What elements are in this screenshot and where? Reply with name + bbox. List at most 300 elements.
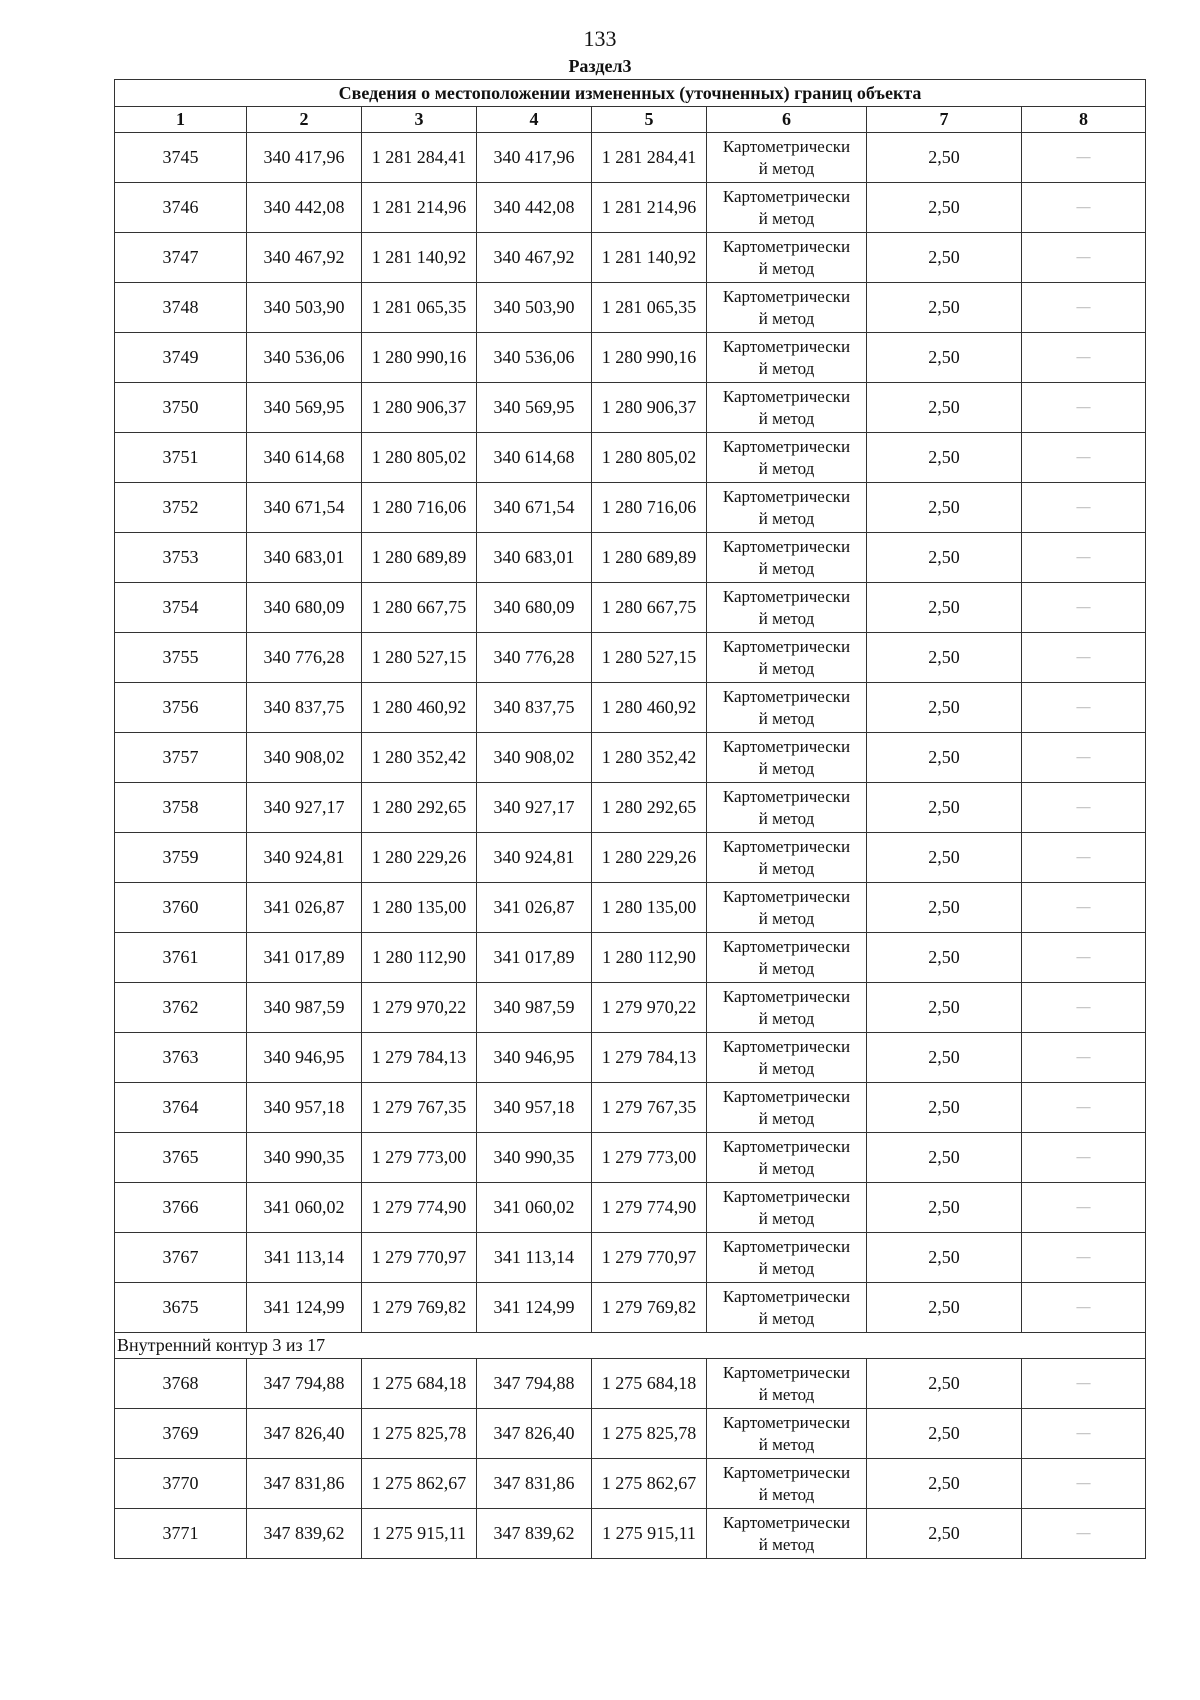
new-y-cell: 1 279 784,13 xyxy=(592,1033,707,1083)
table-title: Сведения о местоположении измененных (уточненных) границ объекта xyxy=(115,80,1146,107)
note-cell: — xyxy=(1022,833,1146,883)
note-cell: — xyxy=(1022,1509,1146,1559)
table-row xyxy=(115,133,1146,183)
method-cell xyxy=(707,533,867,583)
method-cell xyxy=(707,1183,867,1233)
point-number-cell: 3761 xyxy=(115,933,247,983)
existing-x-cell: 340 569,95 xyxy=(247,383,362,433)
accuracy-cell: 2,50 xyxy=(867,633,1022,683)
new-y-cell: 1 280 689,89 xyxy=(592,533,707,583)
point-number-cell: 3748 xyxy=(115,283,247,333)
accuracy-cell: 2,50 xyxy=(867,883,1022,933)
point-number-cell: 3749 xyxy=(115,333,247,383)
new-x-cell: 341 060,02 xyxy=(477,1183,592,1233)
method-line-2: й метод xyxy=(758,758,815,778)
method-line-2: й метод xyxy=(758,808,815,828)
method-cell xyxy=(707,1509,867,1559)
point-number-cell: 3762 xyxy=(115,983,247,1033)
new-x-cell: 340 614,68 xyxy=(477,433,592,483)
column-number: 4 xyxy=(477,107,592,133)
accuracy-cell: 2,50 xyxy=(867,333,1022,383)
method-line-1: Картометрически xyxy=(722,936,851,956)
method-cell xyxy=(707,233,867,283)
new-y-cell: 1 280 716,06 xyxy=(592,483,707,533)
new-y-cell: 1 279 767,35 xyxy=(592,1083,707,1133)
note-cell: — xyxy=(1022,283,1146,333)
table-row xyxy=(115,383,1146,433)
note-cell: — xyxy=(1022,883,1146,933)
new-y-cell: 1 280 292,65 xyxy=(592,783,707,833)
table-row xyxy=(115,933,1146,983)
existing-x-cell: 340 683,01 xyxy=(247,533,362,583)
method-line-2: й метод xyxy=(758,1208,815,1228)
coordinates-table xyxy=(114,79,1146,1559)
method-line-2: й метод xyxy=(758,1108,815,1128)
existing-x-cell: 340 987,59 xyxy=(247,983,362,1033)
accuracy-cell: 2,50 xyxy=(867,233,1022,283)
accuracy-cell: 2,50 xyxy=(867,783,1022,833)
new-y-cell: 1 280 805,02 xyxy=(592,433,707,483)
method-cell xyxy=(707,683,867,733)
point-number-cell: 3745 xyxy=(115,133,247,183)
existing-x-cell: 347 794,88 xyxy=(247,1359,362,1409)
new-x-cell: 341 017,89 xyxy=(477,933,592,983)
method-line-2: й метод xyxy=(758,1534,815,1554)
new-x-cell: 341 026,87 xyxy=(477,883,592,933)
accuracy-cell: 2,50 xyxy=(867,1459,1022,1509)
new-x-cell: 340 927,17 xyxy=(477,783,592,833)
new-y-cell: 1 280 112,90 xyxy=(592,933,707,983)
method-line-1: Картометрически xyxy=(722,1462,851,1482)
point-number-cell: 3769 xyxy=(115,1409,247,1459)
method-line-1: Картометрически xyxy=(722,386,851,406)
existing-y-cell: 1 280 906,37 xyxy=(362,383,477,433)
method-line-1: Картометрически xyxy=(722,1136,851,1156)
table-row xyxy=(115,283,1146,333)
new-y-cell: 1 279 769,82 xyxy=(592,1283,707,1333)
method-cell xyxy=(707,983,867,1033)
method-cell xyxy=(707,883,867,933)
accuracy-cell: 2,50 xyxy=(867,1183,1022,1233)
point-number-cell: 3753 xyxy=(115,533,247,583)
new-x-cell: 340 680,09 xyxy=(477,583,592,633)
existing-x-cell: 341 113,14 xyxy=(247,1233,362,1283)
new-x-cell: 340 924,81 xyxy=(477,833,592,883)
existing-y-cell: 1 280 805,02 xyxy=(362,433,477,483)
new-y-cell: 1 281 214,96 xyxy=(592,183,707,233)
existing-y-cell: 1 279 970,22 xyxy=(362,983,477,1033)
method-line-2: й метод xyxy=(758,1384,815,1404)
existing-y-cell: 1 280 352,42 xyxy=(362,733,477,783)
note-cell: — xyxy=(1022,633,1146,683)
new-x-cell: 347 839,62 xyxy=(477,1509,592,1559)
method-line-2: й метод xyxy=(758,858,815,878)
existing-x-cell: 340 614,68 xyxy=(247,433,362,483)
method-line-2: й метод xyxy=(758,958,815,978)
point-number-cell: 3765 xyxy=(115,1133,247,1183)
method-line-2: й метод xyxy=(758,1258,815,1278)
existing-x-cell: 340 417,96 xyxy=(247,133,362,183)
accuracy-cell: 2,50 xyxy=(867,1083,1022,1133)
method-line-2: й метод xyxy=(758,558,815,578)
existing-y-cell: 1 280 112,90 xyxy=(362,933,477,983)
new-y-cell: 1 281 065,35 xyxy=(592,283,707,333)
existing-x-cell: 340 990,35 xyxy=(247,1133,362,1183)
existing-y-cell: 1 279 770,97 xyxy=(362,1233,477,1283)
accuracy-cell: 2,50 xyxy=(867,933,1022,983)
new-y-cell: 1 280 135,00 xyxy=(592,883,707,933)
method-line-2: й метод xyxy=(758,508,815,528)
existing-y-cell: 1 279 769,82 xyxy=(362,1283,477,1333)
method-line-1: Картометрически xyxy=(722,1086,851,1106)
table-row xyxy=(115,883,1146,933)
note-cell: — xyxy=(1022,133,1146,183)
accuracy-cell: 2,50 xyxy=(867,583,1022,633)
existing-y-cell: 1 279 767,35 xyxy=(362,1083,477,1133)
existing-x-cell: 340 671,54 xyxy=(247,483,362,533)
method-line-2: й метод xyxy=(758,708,815,728)
table-row xyxy=(115,583,1146,633)
method-line-1: Картометрически xyxy=(722,1362,851,1382)
new-x-cell: 341 124,99 xyxy=(477,1283,592,1333)
table-row xyxy=(115,1359,1146,1409)
existing-y-cell: 1 275 915,11 xyxy=(362,1509,477,1559)
method-cell xyxy=(707,1459,867,1509)
new-x-cell: 340 417,96 xyxy=(477,133,592,183)
method-line-2: й метод xyxy=(758,908,815,928)
existing-x-cell: 340 927,17 xyxy=(247,783,362,833)
new-y-cell: 1 281 140,92 xyxy=(592,233,707,283)
point-number-cell: 3747 xyxy=(115,233,247,283)
new-y-cell: 1 275 862,67 xyxy=(592,1459,707,1509)
point-number-cell: 3675 xyxy=(115,1283,247,1333)
table-row xyxy=(115,333,1146,383)
table-row xyxy=(115,1509,1146,1559)
new-y-cell: 1 279 770,97 xyxy=(592,1233,707,1283)
accuracy-cell: 2,50 xyxy=(867,1033,1022,1083)
accuracy-cell: 2,50 xyxy=(867,533,1022,583)
existing-y-cell: 1 280 527,15 xyxy=(362,633,477,683)
method-line-2: й метод xyxy=(758,308,815,328)
note-cell: — xyxy=(1022,1283,1146,1333)
accuracy-cell: 2,50 xyxy=(867,983,1022,1033)
existing-y-cell: 1 280 990,16 xyxy=(362,333,477,383)
existing-x-cell: 340 837,75 xyxy=(247,683,362,733)
point-number-cell: 3764 xyxy=(115,1083,247,1133)
existing-x-cell: 340 503,90 xyxy=(247,283,362,333)
contour-caption: Внутренний контур 3 из 17 xyxy=(115,1333,1146,1359)
new-y-cell: 1 275 684,18 xyxy=(592,1359,707,1409)
table-row xyxy=(115,1409,1146,1459)
note-cell: — xyxy=(1022,1033,1146,1083)
existing-x-cell: 340 536,06 xyxy=(247,333,362,383)
table-row xyxy=(115,1083,1146,1133)
method-line-1: Картометрически xyxy=(722,186,851,206)
point-number-cell: 3760 xyxy=(115,883,247,933)
method-line-1: Картометрически xyxy=(722,236,851,256)
table-row xyxy=(115,533,1146,583)
new-y-cell: 1 280 667,75 xyxy=(592,583,707,633)
new-x-cell: 347 826,40 xyxy=(477,1409,592,1459)
method-line-1: Картометрически xyxy=(722,686,851,706)
note-cell: — xyxy=(1022,983,1146,1033)
new-x-cell: 340 908,02 xyxy=(477,733,592,783)
table-row xyxy=(115,783,1146,833)
new-y-cell: 1 279 773,00 xyxy=(592,1133,707,1183)
new-x-cell: 347 831,86 xyxy=(477,1459,592,1509)
accuracy-cell: 2,50 xyxy=(867,283,1022,333)
method-cell xyxy=(707,183,867,233)
new-x-cell: 340 683,01 xyxy=(477,533,592,583)
method-line-2: й метод xyxy=(758,208,815,228)
page-number: 133 xyxy=(583,26,617,51)
section-title: Раздел3 xyxy=(568,56,632,76)
accuracy-cell: 2,50 xyxy=(867,1509,1022,1559)
method-line-1: Картометрически xyxy=(722,1236,851,1256)
contour-caption-row xyxy=(115,1333,1146,1359)
note-cell: — xyxy=(1022,683,1146,733)
new-x-cell: 347 794,88 xyxy=(477,1359,592,1409)
note-cell: — xyxy=(1022,233,1146,283)
new-x-cell: 340 503,90 xyxy=(477,283,592,333)
note-cell: — xyxy=(1022,533,1146,583)
new-y-cell: 1 281 284,41 xyxy=(592,133,707,183)
column-number: 1 xyxy=(115,107,247,133)
method-line-1: Картометрически xyxy=(722,636,851,656)
point-number-cell: 3766 xyxy=(115,1183,247,1233)
method-cell xyxy=(707,833,867,883)
method-cell xyxy=(707,733,867,783)
accuracy-cell: 2,50 xyxy=(867,833,1022,883)
existing-x-cell: 340 467,92 xyxy=(247,233,362,283)
point-number-cell: 3770 xyxy=(115,1459,247,1509)
point-number-cell: 3754 xyxy=(115,583,247,633)
new-x-cell: 341 113,14 xyxy=(477,1233,592,1283)
column-number: 7 xyxy=(867,107,1022,133)
column-number: 5 xyxy=(592,107,707,133)
column-number: 8 xyxy=(1022,107,1146,133)
new-y-cell: 1 280 460,92 xyxy=(592,683,707,733)
accuracy-cell: 2,50 xyxy=(867,183,1022,233)
method-line-1: Картометрически xyxy=(722,286,851,306)
method-line-1: Картометрически xyxy=(722,1286,851,1306)
method-cell xyxy=(707,383,867,433)
method-line-2: й метод xyxy=(758,608,815,628)
new-y-cell: 1 280 906,37 xyxy=(592,383,707,433)
new-x-cell: 340 536,06 xyxy=(477,333,592,383)
point-number-cell: 3756 xyxy=(115,683,247,733)
point-number-cell: 3763 xyxy=(115,1033,247,1083)
point-number-cell: 3751 xyxy=(115,433,247,483)
existing-x-cell: 341 124,99 xyxy=(247,1283,362,1333)
new-y-cell: 1 280 352,42 xyxy=(592,733,707,783)
method-line-2: й метод xyxy=(758,258,815,278)
existing-x-cell: 340 946,95 xyxy=(247,1033,362,1083)
method-line-1: Картометрически xyxy=(722,436,851,456)
accuracy-cell: 2,50 xyxy=(867,433,1022,483)
accuracy-cell: 2,50 xyxy=(867,383,1022,433)
accuracy-cell: 2,50 xyxy=(867,1283,1022,1333)
new-x-cell: 340 671,54 xyxy=(477,483,592,533)
existing-y-cell: 1 281 214,96 xyxy=(362,183,477,233)
method-line-1: Картометрически xyxy=(722,486,851,506)
method-line-1: Картометрически xyxy=(722,786,851,806)
existing-x-cell: 341 017,89 xyxy=(247,933,362,983)
existing-y-cell: 1 280 292,65 xyxy=(362,783,477,833)
existing-y-cell: 1 280 229,26 xyxy=(362,833,477,883)
point-number-cell: 3750 xyxy=(115,383,247,433)
note-cell: — xyxy=(1022,333,1146,383)
existing-x-cell: 340 924,81 xyxy=(247,833,362,883)
new-y-cell: 1 275 915,11 xyxy=(592,1509,707,1559)
column-number: 3 xyxy=(362,107,477,133)
note-cell: — xyxy=(1022,733,1146,783)
existing-y-cell: 1 275 862,67 xyxy=(362,1459,477,1509)
note-cell: — xyxy=(1022,1359,1146,1409)
new-y-cell: 1 279 774,90 xyxy=(592,1183,707,1233)
new-x-cell: 340 442,08 xyxy=(477,183,592,233)
method-line-1: Картометрически xyxy=(722,1036,851,1056)
accuracy-cell: 2,50 xyxy=(867,683,1022,733)
point-number-cell: 3759 xyxy=(115,833,247,883)
existing-x-cell: 347 826,40 xyxy=(247,1409,362,1459)
note-cell: — xyxy=(1022,483,1146,533)
table-row xyxy=(115,683,1146,733)
new-y-cell: 1 279 970,22 xyxy=(592,983,707,1033)
existing-y-cell: 1 279 773,00 xyxy=(362,1133,477,1183)
method-cell xyxy=(707,433,867,483)
accuracy-cell: 2,50 xyxy=(867,1233,1022,1283)
method-cell xyxy=(707,1233,867,1283)
new-x-cell: 340 987,59 xyxy=(477,983,592,1033)
table-row xyxy=(115,1133,1146,1183)
existing-x-cell: 341 026,87 xyxy=(247,883,362,933)
method-line-1: Картометрически xyxy=(722,336,851,356)
method-cell xyxy=(707,1133,867,1183)
method-line-1: Картометрически xyxy=(722,536,851,556)
method-cell xyxy=(707,1359,867,1409)
existing-y-cell: 1 280 689,89 xyxy=(362,533,477,583)
note-cell: — xyxy=(1022,383,1146,433)
existing-y-cell: 1 280 460,92 xyxy=(362,683,477,733)
table-body xyxy=(115,133,1146,1559)
existing-y-cell: 1 280 135,00 xyxy=(362,883,477,933)
note-cell: — xyxy=(1022,1409,1146,1459)
point-number-cell: 3767 xyxy=(115,1233,247,1283)
point-number-cell: 3768 xyxy=(115,1359,247,1409)
method-line-2: й метод xyxy=(758,658,815,678)
existing-x-cell: 340 908,02 xyxy=(247,733,362,783)
method-cell xyxy=(707,1283,867,1333)
note-cell: — xyxy=(1022,1183,1146,1233)
table-row xyxy=(115,1233,1146,1283)
new-x-cell: 340 837,75 xyxy=(477,683,592,733)
new-y-cell: 1 280 990,16 xyxy=(592,333,707,383)
new-y-cell: 1 280 229,26 xyxy=(592,833,707,883)
table-row xyxy=(115,233,1146,283)
method-line-2: й метод xyxy=(758,1158,815,1178)
point-number-cell: 3757 xyxy=(115,733,247,783)
method-cell xyxy=(707,483,867,533)
table-row xyxy=(115,833,1146,883)
method-line-2: й метод xyxy=(758,1008,815,1028)
existing-x-cell: 340 957,18 xyxy=(247,1083,362,1133)
table-row xyxy=(115,483,1146,533)
existing-y-cell: 1 279 774,90 xyxy=(362,1183,477,1233)
existing-y-cell: 1 281 065,35 xyxy=(362,283,477,333)
table-row xyxy=(115,1183,1146,1233)
new-x-cell: 340 990,35 xyxy=(477,1133,592,1183)
method-line-1: Картометрически xyxy=(722,1512,851,1532)
method-line-2: й метод xyxy=(758,1484,815,1504)
existing-x-cell: 341 060,02 xyxy=(247,1183,362,1233)
column-number: 2 xyxy=(247,107,362,133)
note-cell: — xyxy=(1022,1233,1146,1283)
existing-x-cell: 347 839,62 xyxy=(247,1509,362,1559)
point-number-cell: 3771 xyxy=(115,1509,247,1559)
method-cell xyxy=(707,133,867,183)
method-line-2: й метод xyxy=(758,358,815,378)
accuracy-cell: 2,50 xyxy=(867,1409,1022,1459)
method-cell xyxy=(707,333,867,383)
existing-x-cell: 340 680,09 xyxy=(247,583,362,633)
method-line-1: Картометрически xyxy=(722,136,851,156)
method-cell xyxy=(707,583,867,633)
accuracy-cell: 2,50 xyxy=(867,483,1022,533)
method-line-2: й метод xyxy=(758,158,815,178)
table-row xyxy=(115,1033,1146,1083)
existing-y-cell: 1 275 684,18 xyxy=(362,1359,477,1409)
note-cell: — xyxy=(1022,1133,1146,1183)
method-cell xyxy=(707,1409,867,1459)
existing-y-cell: 1 279 784,13 xyxy=(362,1033,477,1083)
note-cell: — xyxy=(1022,183,1146,233)
existing-y-cell: 1 275 825,78 xyxy=(362,1409,477,1459)
method-line-2: й метод xyxy=(758,458,815,478)
point-number-cell: 3746 xyxy=(115,183,247,233)
method-line-1: Картометрически xyxy=(722,1412,851,1432)
point-number-cell: 3752 xyxy=(115,483,247,533)
note-cell: — xyxy=(1022,1083,1146,1133)
new-x-cell: 340 946,95 xyxy=(477,1033,592,1083)
new-y-cell: 1 275 825,78 xyxy=(592,1409,707,1459)
point-number-cell: 3755 xyxy=(115,633,247,683)
method-line-1: Картометрически xyxy=(722,836,851,856)
method-cell xyxy=(707,283,867,333)
method-cell xyxy=(707,1033,867,1083)
new-x-cell: 340 957,18 xyxy=(477,1083,592,1133)
method-line-2: й метод xyxy=(758,1308,815,1328)
method-line-1: Картометрически xyxy=(722,1186,851,1206)
table-row xyxy=(115,1283,1146,1333)
column-number: 6 xyxy=(707,107,867,133)
table-row xyxy=(115,183,1146,233)
new-x-cell: 340 467,92 xyxy=(477,233,592,283)
method-cell xyxy=(707,633,867,683)
existing-y-cell: 1 280 667,75 xyxy=(362,583,477,633)
method-line-1: Картометрически xyxy=(722,986,851,1006)
method-cell xyxy=(707,1083,867,1133)
existing-y-cell: 1 281 284,41 xyxy=(362,133,477,183)
table-row xyxy=(115,633,1146,683)
point-number-cell: 3758 xyxy=(115,783,247,833)
method-line-1: Картометрически xyxy=(722,886,851,906)
method-cell xyxy=(707,783,867,833)
note-cell: — xyxy=(1022,1459,1146,1509)
new-x-cell: 340 569,95 xyxy=(477,383,592,433)
accuracy-cell: 2,50 xyxy=(867,1133,1022,1183)
table-row xyxy=(115,983,1146,1033)
